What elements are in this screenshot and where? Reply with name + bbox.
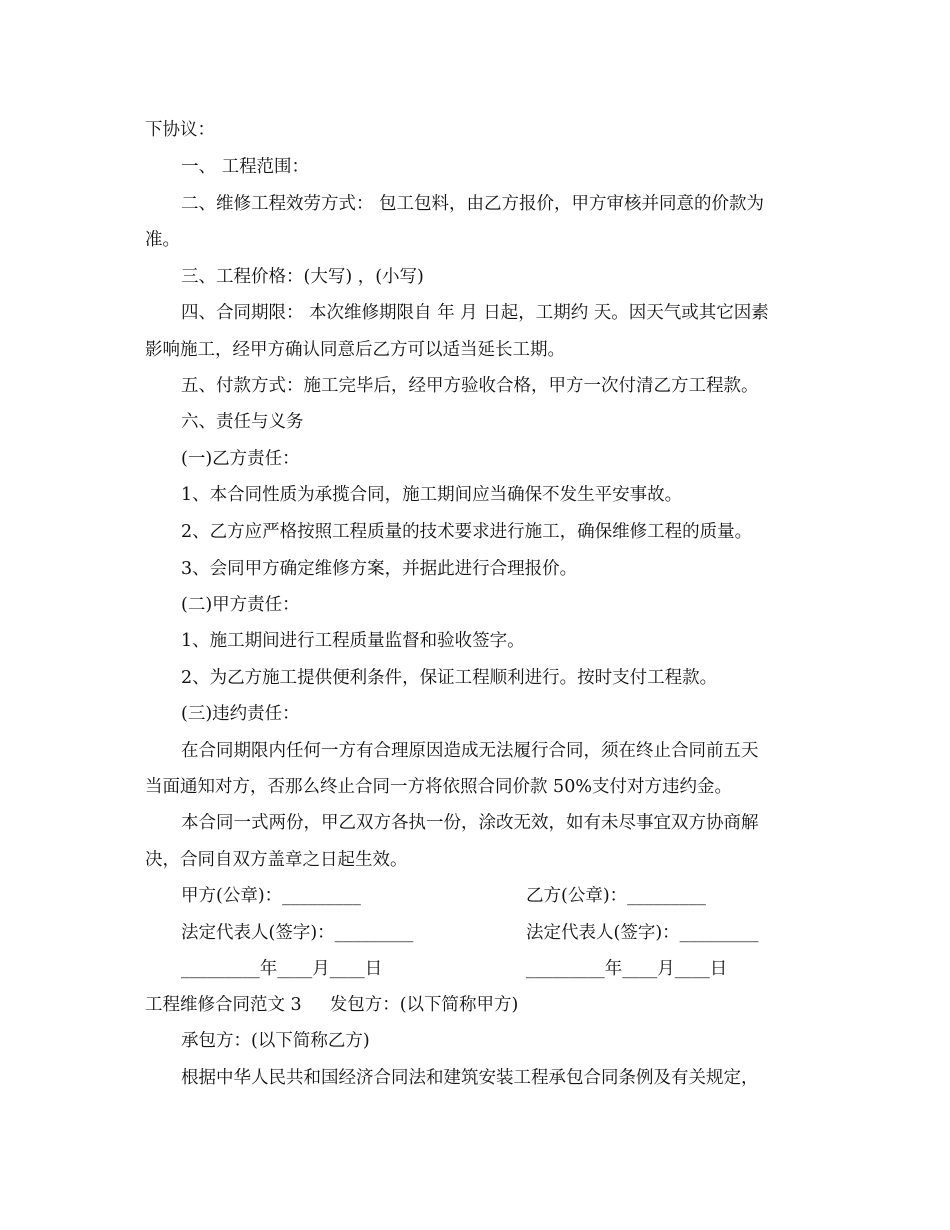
text-line: 三、工程价格：(大写) ，(小写): [181, 267, 424, 287]
text-line: 一、 工程范围：: [181, 157, 310, 177]
text-line: 本合同一式两份，甲乙双方各执一份，涂改无效，如有未尽事宜双方协商解: [181, 813, 759, 833]
section-title: 工程维修合同范文 3: [145, 995, 302, 1015]
text-line: 准。: [145, 230, 180, 250]
text-line: 四、合同期限： 本次维修期限自 年 月 日起，工期约 天。因天气或其它因素: [181, 303, 769, 323]
preamble-line: 根据中华人民共和国经济合同法和建筑安装工程承包合同条例及有关规定，: [181, 1068, 759, 1088]
text-line: (三)违约责任：: [181, 704, 300, 724]
contractor-line: 承包方：(以下简称乙方): [181, 1031, 370, 1051]
text-line: 1、施工期间进行工程质量监督和验收签字。: [181, 631, 525, 651]
text-line: 2、为乙方施工提供便利条件，保证工程顺利进行。按时支付工程款。: [181, 668, 718, 688]
text-line: (二)甲方责任：: [181, 595, 300, 615]
text-line: 二、维修工程效劳方式： 包工包料，由乙方报价，甲方审核并同意的价款为: [181, 194, 765, 214]
text-line: 在合同期限内任何一方有合理原因造成无法履行合同，须在终止合同前五天: [181, 741, 759, 761]
party-b-date: _________年____月____日: [526, 959, 728, 979]
employer-line: 发包方：(以下简称甲方): [329, 995, 519, 1015]
party-b-seal: 乙方(公章)：_________: [526, 886, 706, 906]
text-line: 下协议：: [145, 120, 215, 140]
party-a-date: _________年____月____日: [181, 959, 383, 979]
next-section-heading: [145, 993, 815, 1017]
text-line: 当面通知对方，否那么终止合同一方将依照合同价款 50%支付对方违约金。: [145, 777, 732, 797]
text-line: 影响施工，经甲方确认同意后乙方可以适当延长工期。: [145, 340, 565, 360]
text-line: (一)乙方责任：: [181, 449, 300, 469]
party-b-representative: 法定代表人(签字)：_________: [526, 923, 759, 943]
text-line: 2、乙方应严格按照工程质量的技术要求进行施工，确保维修工程的质量。: [181, 522, 753, 542]
text-line: 3、会同甲方确定维修方案，并据此进行合理报价。: [181, 559, 578, 579]
party-a-seal: 甲方(公章)：_________: [181, 886, 361, 906]
text-line: 决，合同自双方盖章之日起生效。: [145, 850, 408, 870]
text-line: 1、本合同性质为承揽合同，施工期间应当确保不发生平安事故。: [181, 485, 683, 505]
text-line: 六、责任与义务: [181, 412, 304, 432]
party-a-representative: 法定代表人(签字)：_________: [181, 923, 414, 943]
text-line: 五、付款方式：施工完毕后，经甲方验收合格，甲方一次付清乙方工程款。: [181, 376, 759, 396]
